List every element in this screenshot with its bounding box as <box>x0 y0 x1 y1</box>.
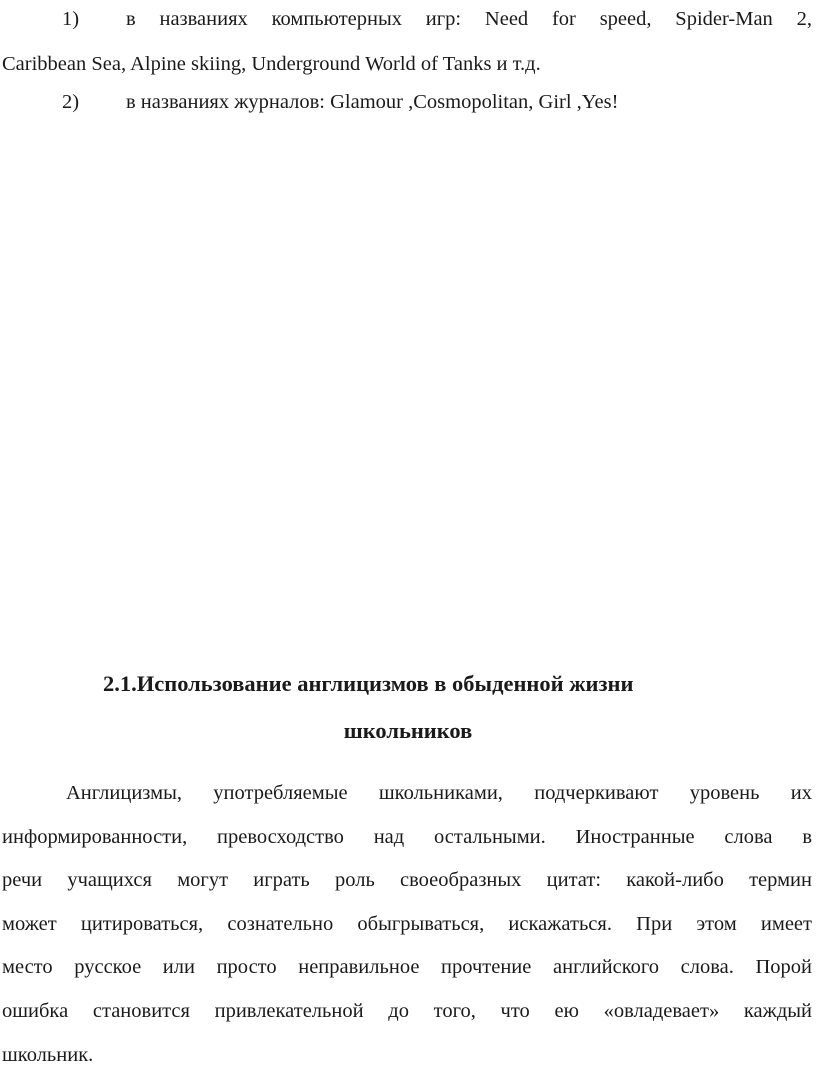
paragraph-line: речи учащихся могут играть роль своеобразных цитат: какой-либо термин <box>2 869 812 892</box>
list-item-text: в названиях компьютерных игр: Need for speed, Spider-Man 2, <box>126 8 812 30</box>
body-paragraph <box>0 772 812 1077</box>
list-number: 2) <box>62 91 80 113</box>
paragraph-line: место русское или просто неправильное прочтение английского слова. Порой <box>2 956 812 979</box>
list-item-continuation: Caribbean Sea, Alpine skiing, Underground World of Tanks и т.д. <box>2 53 541 75</box>
section-heading <box>0 660 816 754</box>
paragraph-line: ошибка становится привлекательной до того, что ею «овладевает» каждый <box>2 999 812 1022</box>
list-item-text: в названиях журналов: Glamour ,Cosmopolitan, Girl ,Yes! <box>126 91 619 113</box>
section-heading-line: школьников <box>343 718 473 743</box>
list-item-1 <box>0 0 812 87</box>
paragraph-line: школьник. <box>2 1043 94 1066</box>
section-heading-line: 2.1.Использование англицизмов в обыденной жизни <box>103 671 634 696</box>
list-item-2 <box>0 80 812 125</box>
paragraph-line: информированности, превосходство над остальными. Иностранные слова в <box>2 825 812 848</box>
paragraph-line: Англицизмы, употребляемые школьниками, подчеркивают уровень их <box>66 782 812 804</box>
paragraph-line: может цитироваться, сознательно обыгрываться, искажаться. При этом имеет <box>2 912 812 935</box>
list-number: 1) <box>62 8 80 30</box>
